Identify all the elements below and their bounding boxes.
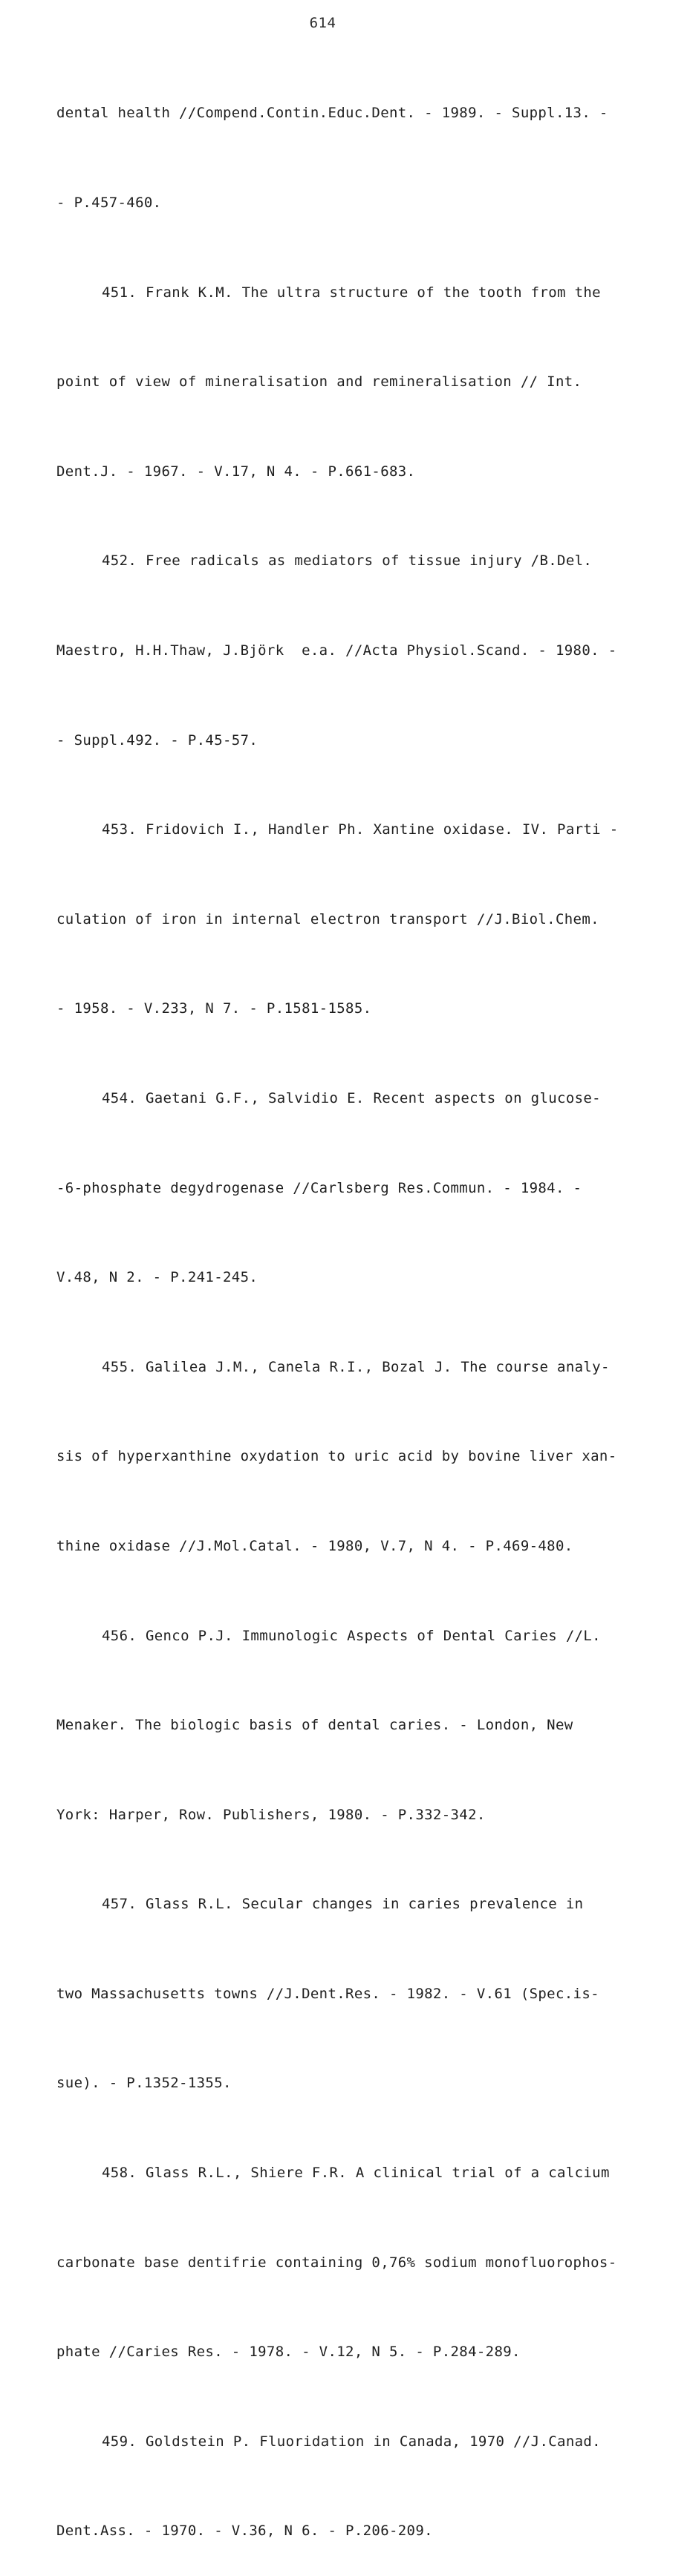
text-line: carbonate base dentifrie containing 0,76% sodium monofluorophos- [56,2254,617,2271]
reference-entry-452: 452. Free radicals as mediators of tissue injury /B.Del. [102,552,593,570]
text-line: -6-phosphate degydrogenase //Carlsberg Res.Commun. - 1984. - [56,1179,582,1196]
reference-entry-451: 451. Frank K.M. The ultra structure of the tooth from the [102,284,601,301]
text-line: sue). - P.1352-1355. [56,2075,232,2092]
reference-entry-455: 455. Galilea J.M., Canela R.I., Bozal J. The course analy- [102,1358,610,1375]
text-line: Dent.J. - 1967. - V.17, N 4. - P.661-683. [56,463,416,480]
text-line: dental health //Compend.Contin.Educ.Dent. - 1989. - Suppl.13. - [56,105,608,122]
reference-entry-456: 456. Genco P.J. Immunologic Aspects of Dental Caries //L. [102,1627,601,1644]
text-line: - Suppl.492. - P.45-57. [56,731,258,749]
text-line: phate //Caries Res. - 1978. - V.12, N 5. - P.284-289. [56,2344,521,2361]
text-line: thine oxidase //J.Mol.Catal. - 1980, V.7, N 4. - P.469-480. [56,1537,573,1554]
text-line: York: Harper, Row. Publishers, 1980. - P.332-342. [56,1806,486,1823]
reference-entry-454: 454. Gaetani G.F., Salvidio E. Recent aspects on glucose- [102,1089,601,1106]
reference-list [56,39,643,2576]
text-line: sis of hyperxanthine oxydation to uric acid by bovine liver xan- [56,1448,617,1465]
text-line: V.48, N 2. - P.241-245. [56,1269,258,1286]
reference-entry-453: 453. Fridovich I., Handler Ph. Xantine oxidase. IV. Parti - [102,821,619,838]
reference-entry-457: 457. Glass R.L. Secular changes in caries prevalence in [102,1896,584,1913]
text-line: two Massachusetts towns //J.Dent.Res. - 1982. - V.61 (Spec.is- [56,1985,599,2002]
text-line: Menaker. The biologic basis of dental caries. - London, New [56,1717,573,1734]
reference-entry-459: 459. Goldstein P. Fluoridation in Canada, 1970 //J.Canad. [102,2433,601,2450]
text-line: Maestro, H.H.Thaw, J.Björk e.a. //Acta Physiol.Scand. - 1980. - [56,642,617,659]
text-line: culation of iron in internal electron transport //J.Biol.Chem. [56,910,599,927]
reference-entry-458: 458. Glass R.L., Shiere F.R. A clinical trial of a calcium [102,2165,610,2182]
text-line: - P.457-460. [56,195,162,211]
text-line: - 1958. - V.233, N 7. - P.1581-1585. [56,1000,372,1017]
page-number: 614 [309,15,336,31]
text-line: point of view of mineralisation and remineralisation // Int. [56,374,582,391]
text-line: Dent.Ass. - 1970. - V.36, N 6. - P.206-209. [56,2523,433,2540]
